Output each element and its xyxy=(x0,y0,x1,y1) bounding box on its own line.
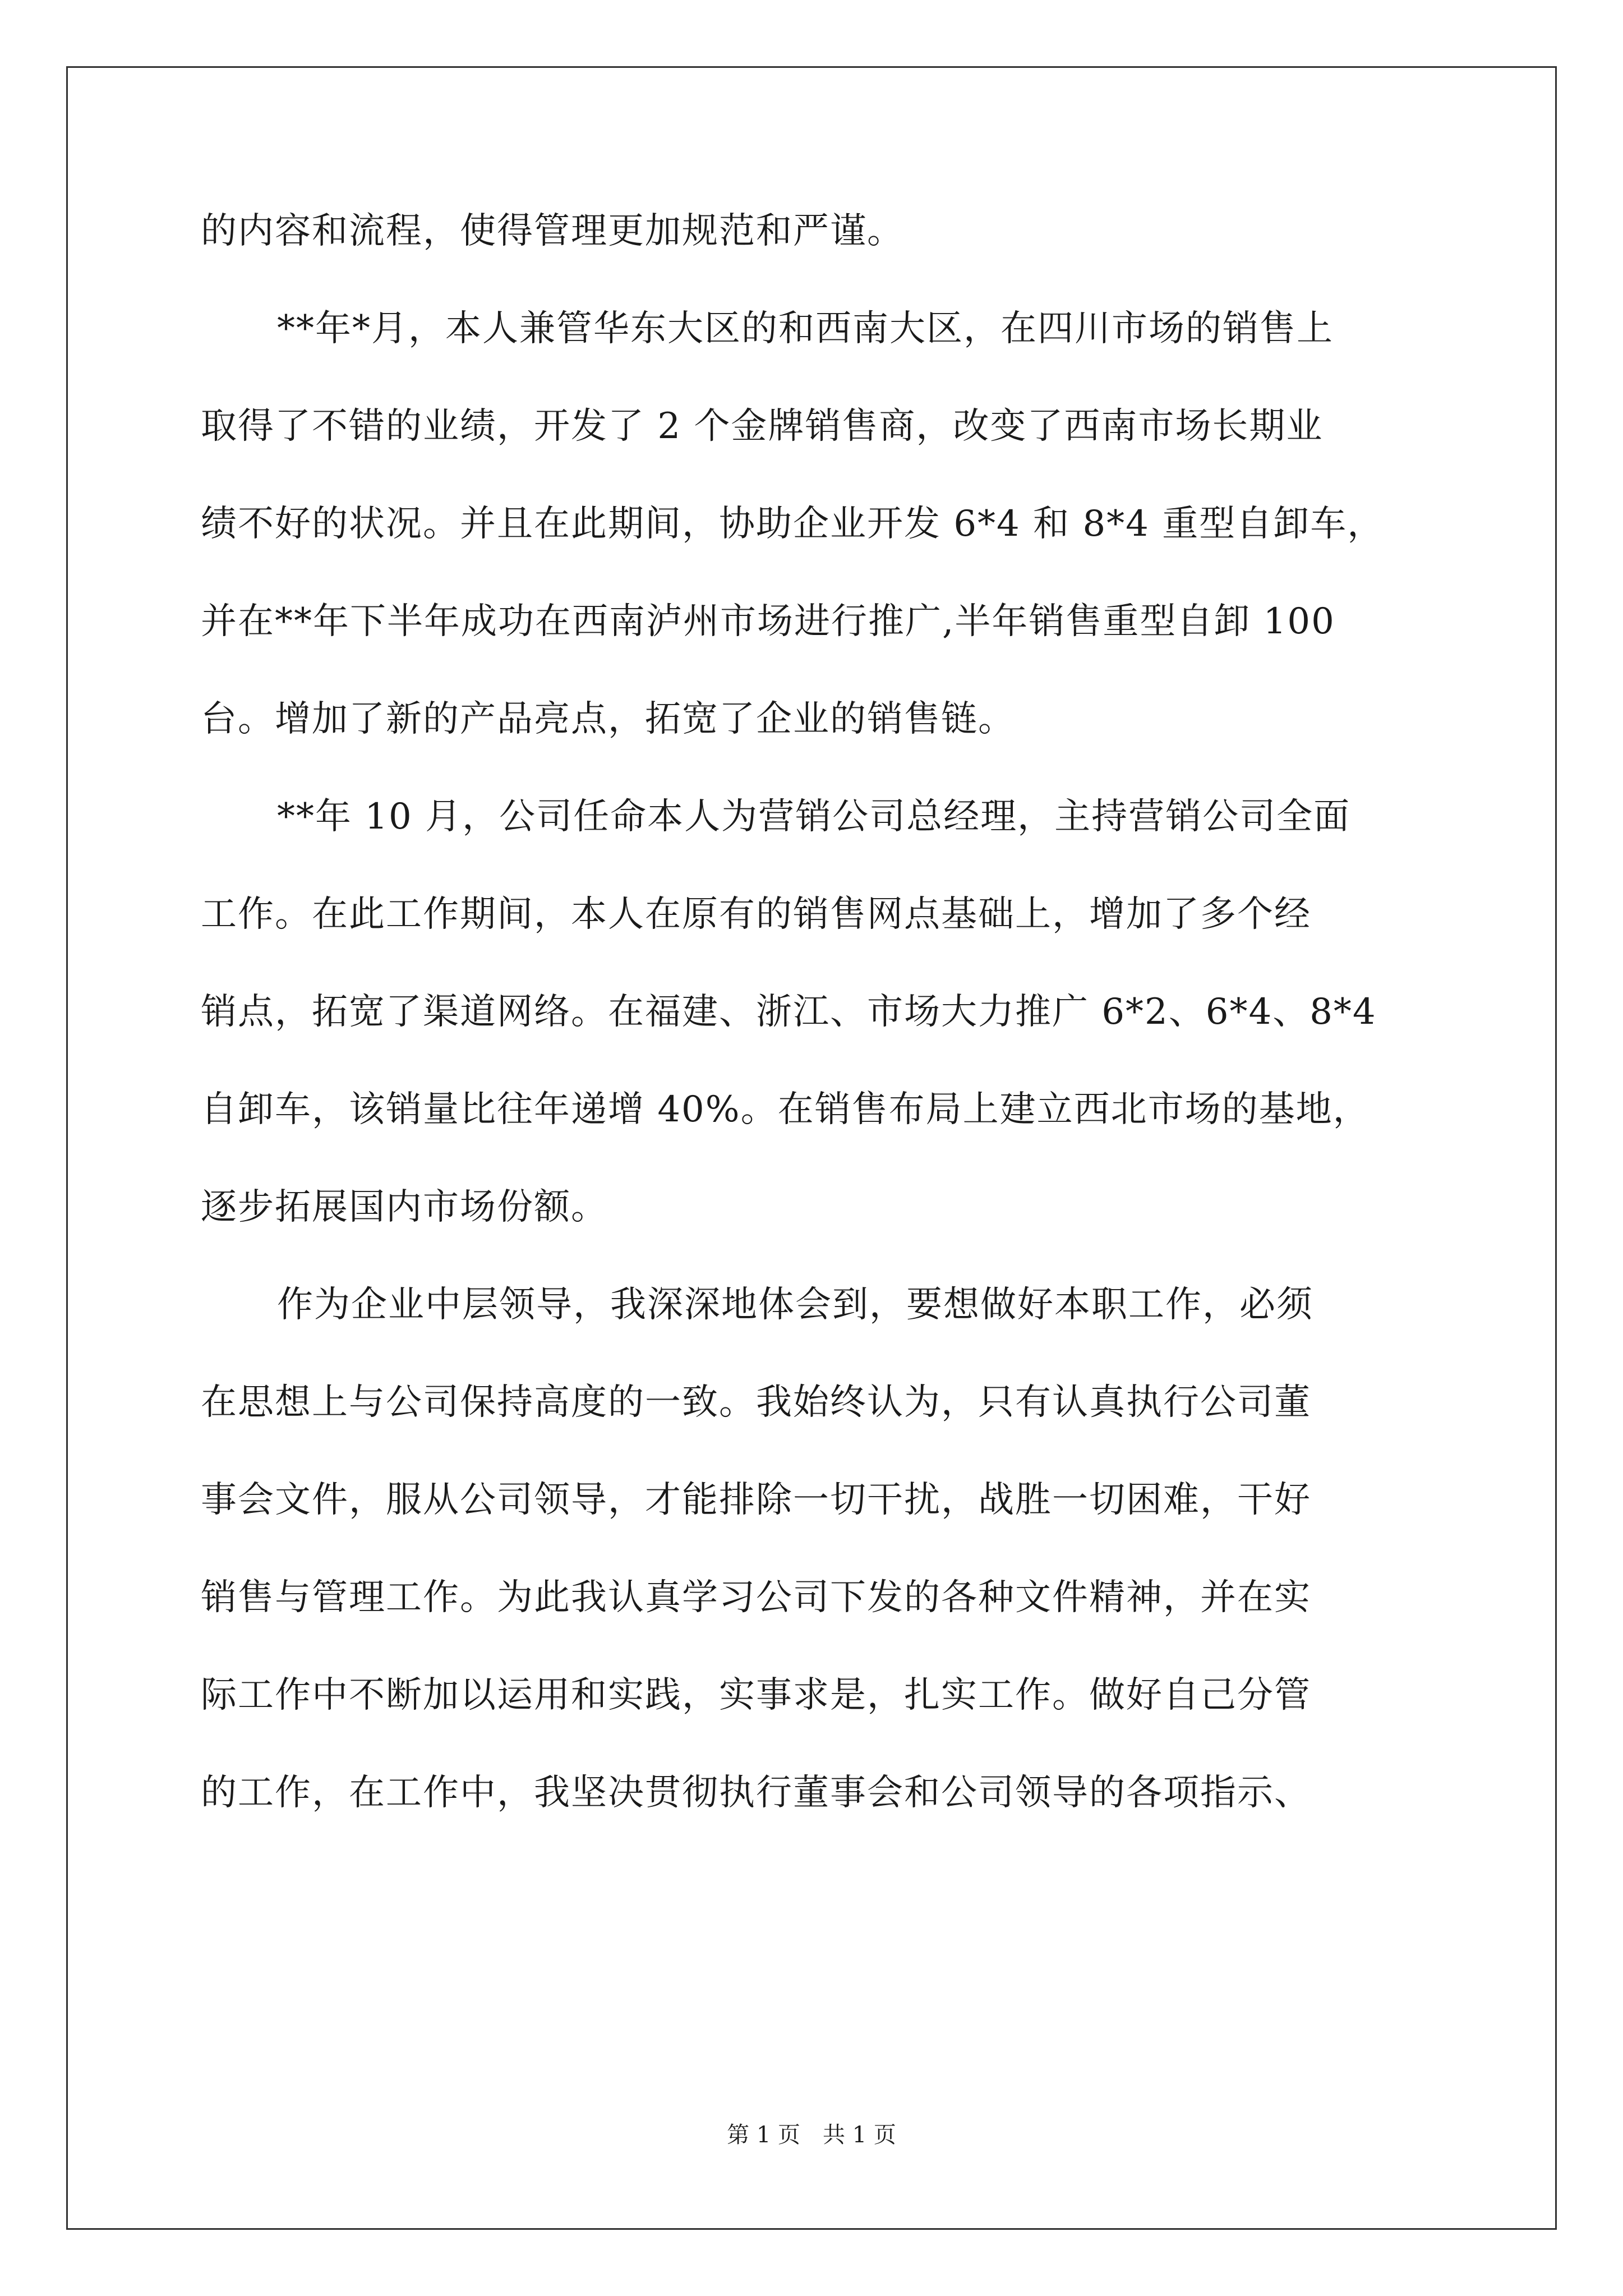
text-line-10: 自卸车，该销量比往年递增 40%。在销售布局上建立西北市场的基地， xyxy=(201,1089,1370,1130)
text-line-14: 事会文件，服从公司领导，才能排除一切干扰，战胜一切困难，干好 xyxy=(201,1479,1311,1521)
text-line-16: 际工作中不断加以运用和实践，实事求是，扎实工作。做好自己分管 xyxy=(201,1674,1311,1716)
text-line-5: 并在**年下半年成功在西南泸州市场进行推广,半年销售重型自卸 100 xyxy=(201,601,1335,642)
text-line-12: 作为企业中层领导，我深深地体会到，要想做好本职工作，必须 xyxy=(277,1284,1313,1326)
text-line-4: 绩不好的状况。并且在此期间，协助企业开发 6*4 和 8*4 重型自卸车， xyxy=(201,503,1385,545)
text-line-15: 销售与管理工作。为此我认真学习公司下发的各种文件精神，并在实 xyxy=(201,1577,1311,1618)
text-line-7: **年 10 月，公司任命本人为营销公司总经理，主持营销公司全面 xyxy=(277,796,1351,838)
text-line-2: **年*月，本人兼管华东大区的和西南大区，在四川市场的销售上 xyxy=(277,308,1334,349)
page-footer: 第 1 页 共 1 页 xyxy=(727,2122,896,2148)
text-line-3: 取得了不错的业绩，开发了 2 个金牌销售商，改变了西南市场长期业 xyxy=(201,406,1324,447)
text-line-9: 销点，拓宽了渠道网络。在福建、浙江、市场大力推广 6*2、6*4、8*4 xyxy=(201,991,1377,1033)
text-line-17: 的工作，在工作中，我坚决贯彻执行董事会和公司领导的各项指示、 xyxy=(201,1772,1311,1814)
text-line-13: 在思想上与公司保持高度的一致。我始终认为，只有认真执行公司董 xyxy=(201,1382,1311,1423)
text-line-6: 台。增加了新的产品亮点，拓宽了企业的销售链。 xyxy=(201,698,1015,740)
text-line-11: 逐步拓展国内市场份额。 xyxy=(201,1186,608,1228)
document-body xyxy=(201,208,1430,1867)
text-line-8: 工作。在此工作期间，本人在原有的销售网点基础上，增加了多个经 xyxy=(201,894,1311,935)
text-line-1: 的内容和流程，使得管理更加规范和严谨。 xyxy=(201,210,904,252)
